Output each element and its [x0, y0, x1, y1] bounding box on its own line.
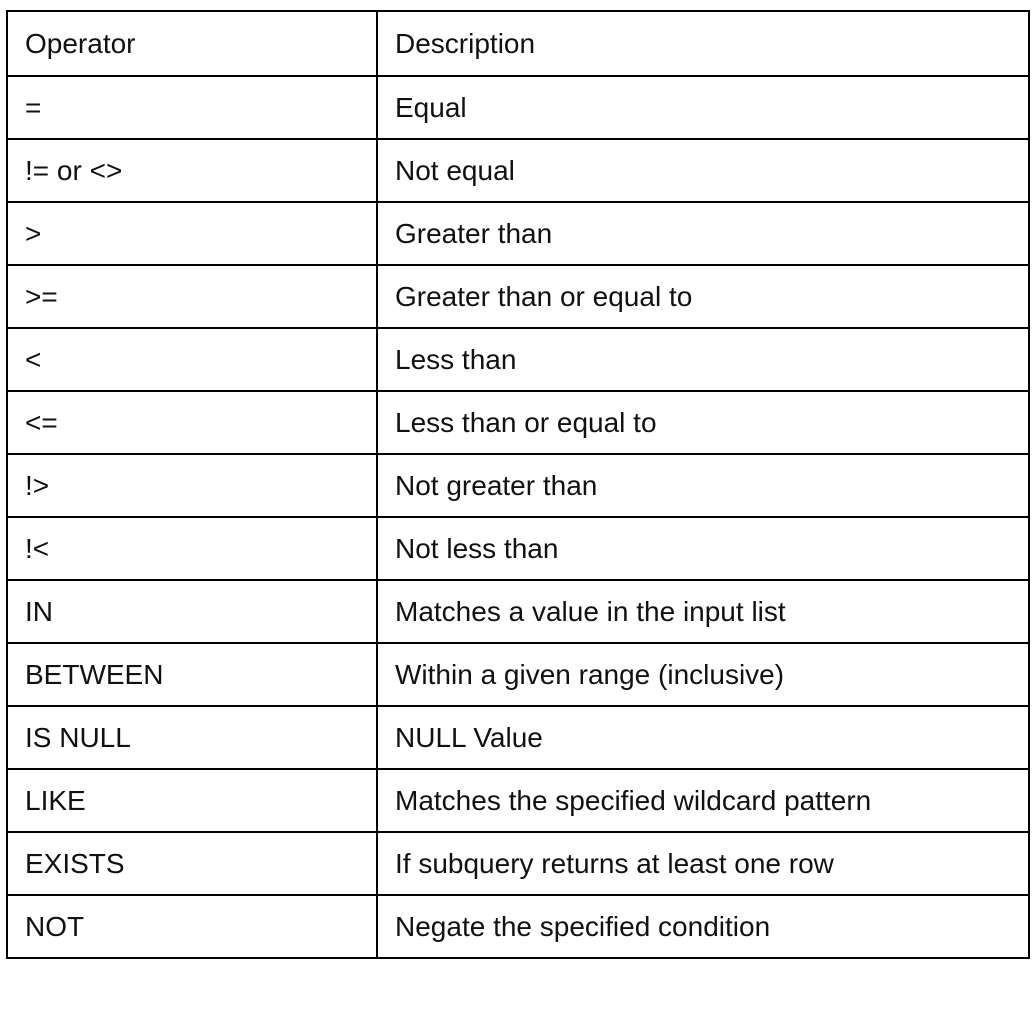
operator-cell: IN	[7, 580, 377, 643]
table-row	[7, 895, 1029, 958]
description-cell: Greater than or equal to	[377, 265, 1029, 328]
operator-cell: >=	[7, 265, 377, 328]
operator-cell: IS NULL	[7, 706, 377, 769]
table-row	[7, 139, 1029, 202]
table-row	[7, 202, 1029, 265]
description-cell: Not less than	[377, 517, 1029, 580]
table-row	[7, 265, 1029, 328]
operator-table-container	[6, 10, 1028, 959]
operator-cell: EXISTS	[7, 832, 377, 895]
table-row	[7, 517, 1029, 580]
operator-cell: !>	[7, 454, 377, 517]
header-operator: Operator	[7, 11, 377, 76]
operator-cell: =	[7, 76, 377, 139]
header-row	[7, 11, 1029, 76]
description-cell: Negate the specified condition	[377, 895, 1029, 958]
header-description: Description	[377, 11, 1029, 76]
description-cell: Not greater than	[377, 454, 1029, 517]
description-cell: Not equal	[377, 139, 1029, 202]
operator-cell: <=	[7, 391, 377, 454]
operator-cell: != or <>	[7, 139, 377, 202]
description-cell: Matches a value in the input list	[377, 580, 1029, 643]
operator-cell: LIKE	[7, 769, 377, 832]
description-cell: Within a given range (inclusive)	[377, 643, 1029, 706]
table-row	[7, 769, 1029, 832]
operator-cell: <	[7, 328, 377, 391]
operator-table	[6, 10, 1030, 959]
table-row	[7, 832, 1029, 895]
table-row	[7, 454, 1029, 517]
table-row	[7, 643, 1029, 706]
table-row	[7, 391, 1029, 454]
description-cell: Less than or equal to	[377, 391, 1029, 454]
table-row	[7, 328, 1029, 391]
description-cell: Greater than	[377, 202, 1029, 265]
description-cell: If subquery returns at least one row	[377, 832, 1029, 895]
description-cell: NULL Value	[377, 706, 1029, 769]
operator-cell: !<	[7, 517, 377, 580]
table-row	[7, 706, 1029, 769]
operator-cell: NOT	[7, 895, 377, 958]
table-row	[7, 580, 1029, 643]
table-row	[7, 76, 1029, 139]
description-cell: Less than	[377, 328, 1029, 391]
operator-cell: BETWEEN	[7, 643, 377, 706]
description-cell: Matches the specified wildcard pattern	[377, 769, 1029, 832]
description-cell: Equal	[377, 76, 1029, 139]
operator-cell: >	[7, 202, 377, 265]
